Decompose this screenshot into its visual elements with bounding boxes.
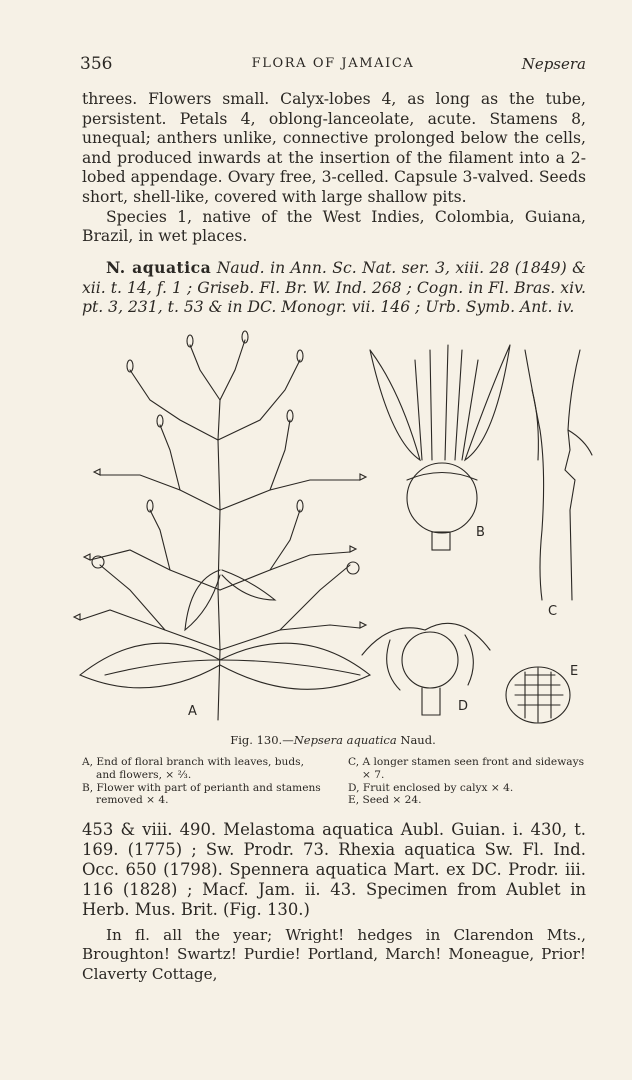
running-genus: Nepsera bbox=[521, 55, 586, 73]
distribution-block bbox=[82, 926, 586, 984]
legend-entry-c: C, A longer stamen seen front and sideways × 7. bbox=[348, 756, 585, 781]
figure-species: Nepsera aquatica bbox=[293, 733, 397, 747]
genus-description bbox=[82, 90, 586, 247]
distribution-text: In fl. all the year; Wright! hedges in Clarendon Mts., Broughton! Swartz! Purdie! Portland, March! Moneague, Prior! Claverty Cottage, bbox=[82, 926, 586, 983]
botanical-illustration bbox=[70, 330, 600, 730]
figure-d-fruit bbox=[362, 623, 490, 715]
figure-label-d: D bbox=[458, 699, 469, 714]
figure-label-e: E bbox=[570, 664, 579, 679]
legend-entry-d: D, Fruit enclosed by calyx × 4. bbox=[348, 781, 514, 794]
page-number: 356 bbox=[80, 54, 113, 74]
species-authority: Naud. in Ann. Sc. Nat. ser. 3, xiii. 28 (1849) & xii. t. 14, f. 1 ; Griseb. Fl. Br. W. Ind. 268 ; Cogn. in Fl. Bras. xiv. pt. 3, 231, t. 53 & in DC. Monogr. vii. 146 ; Urb. Symb. Ant. iv. bbox=[82, 259, 586, 317]
legend-entry-e: E, Seed × 24. bbox=[348, 794, 422, 807]
species-name: N. aquatica bbox=[106, 258, 212, 277]
synonymy-text: 453 & viii. 490. Melastoma aquatica Aubl. Guian. i. 430, t. 169. (1775) ; Sw. Prodr. 73. Rhexia aquatica Sw. Fl. Ind. Occ. 650 (1798). Spennera aquatica Mart. ex DC. Prodr. iii. 116 (1828) ; Macf. Jam. ii. 43. Specimen from Aublet in Herb. Mus. Brit. (Fig. 130.) bbox=[82, 820, 586, 919]
page-header bbox=[80, 54, 586, 76]
figure-a-branch bbox=[74, 331, 370, 720]
legend-entry-a: A, End of floral branch with leaves, buds, and flowers, × ⅔. bbox=[82, 756, 304, 781]
figure-label-a: A bbox=[188, 704, 197, 719]
legend-entry-b: B, Flower with part of perianth and stamens removed × 4. bbox=[82, 781, 321, 807]
species-heading bbox=[82, 258, 586, 318]
figure-b-flower bbox=[370, 345, 510, 550]
figure-caption bbox=[80, 733, 586, 747]
figure-c-stamens bbox=[525, 350, 592, 600]
figure-number: Fig. 130.— bbox=[230, 733, 294, 747]
synonymy-block bbox=[82, 820, 586, 920]
figure-author: Naud. bbox=[400, 733, 436, 747]
running-title: FLORA OF JAMAICA bbox=[251, 56, 415, 71]
figure-label-b: B bbox=[476, 525, 485, 540]
figure-e-seed bbox=[506, 667, 570, 723]
description-paragraph: threes. Flowers small. Calyx-lobes 4, as long as the tube, persistent. Petals 4, oblong-lanceolate, acute. Stamens 8, unequal; anthers unlike, connective prolonged below the cells, and produced inwards at the insertion of the filament into a 2-lobed appendage. Ovary free, 3-celled. Capsule 3-valved. Seeds short, shell-like, covered with large shallow pits. bbox=[82, 90, 586, 206]
distribution-note: Species 1, native of the West Indies, Colombia, Guiana, Brazil, in wet places. bbox=[82, 207, 586, 246]
figure-label-c: C bbox=[548, 604, 558, 619]
